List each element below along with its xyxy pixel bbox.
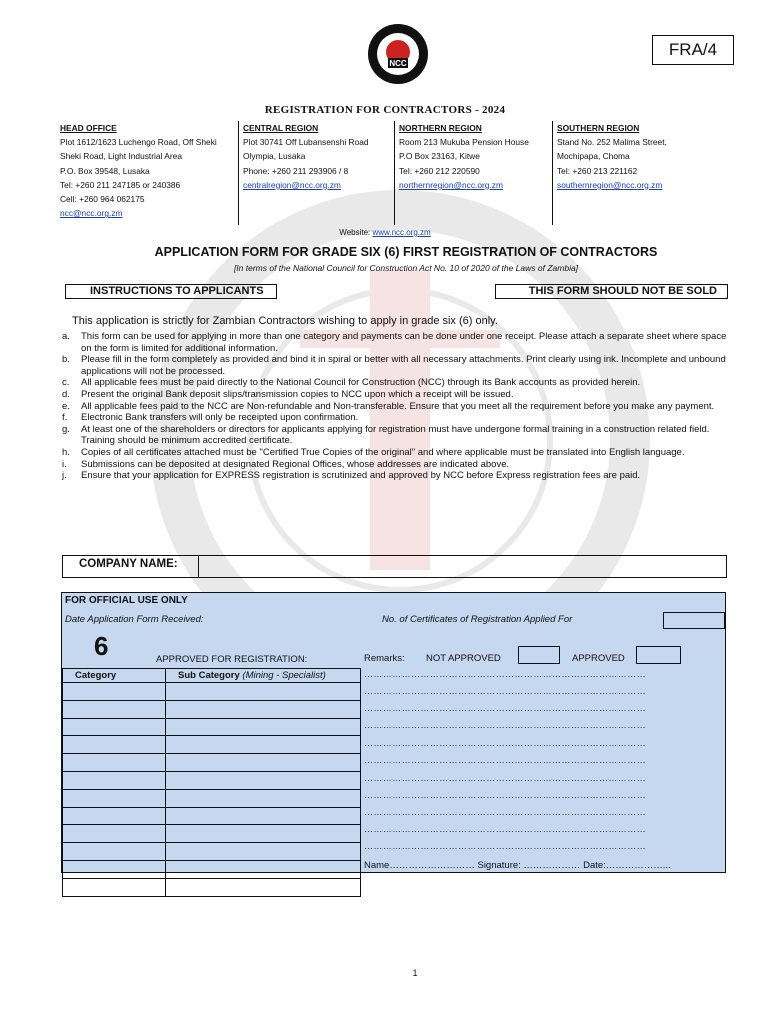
office-line: Tel: +260 213 221162 (557, 165, 638, 176)
certificates-label: No. of Certificates of Registration Applied For (382, 614, 573, 625)
office-line: Stand No. 252 Malima Street, (557, 137, 667, 148)
office-heading: NORTHERN REGION (399, 123, 482, 133)
head-office (58, 121, 238, 225)
item-text: Please fill in the form completely as provided and bind it in spiral or better with all necessary attachments. Print clearly using ink. Incomplete and unbound applications will not be processed. (81, 354, 726, 377)
item-text: Present the original Bank deposit slips/transmission copies to NCC upon which a receipt will be issued. (81, 388, 514, 400)
website-line (0, 228, 770, 237)
list-item (62, 389, 732, 401)
list-item (62, 401, 732, 413)
not-approved-label: NOT APPROVED (426, 653, 501, 664)
subcategory-cell[interactable] (166, 807, 361, 825)
item-letter: d. (62, 388, 70, 400)
list-item (62, 331, 732, 354)
svg-text:NCC: NCC (389, 59, 407, 68)
table-row (63, 683, 361, 701)
company-name-row (62, 555, 727, 578)
subcategory-cell[interactable] (166, 825, 361, 843)
category-cell[interactable] (63, 807, 166, 825)
subcategory-cell[interactable] (166, 736, 361, 754)
subcategory-cell[interactable] (166, 700, 361, 718)
list-item (62, 412, 732, 424)
table-row (63, 825, 361, 843)
registration-title: REGISTRATION FOR CONTRACTORS - 2024 (264, 104, 506, 116)
instructions-heading: INSTRUCTIONS TO APPLICANTS (65, 284, 277, 299)
office-line: Room 213 Mukuba Pension House (399, 137, 529, 148)
northern-region-office (394, 121, 552, 225)
remarks-line[interactable]: ……………………………………………………………………………… (364, 824, 646, 834)
office-line: Olympia, Lusaka (243, 151, 306, 162)
category-cell[interactable] (63, 825, 166, 843)
subcategory-cell[interactable] (166, 860, 361, 878)
item-letter: i. (62, 458, 67, 470)
category-cell[interactable] (63, 718, 166, 736)
table-header-row (63, 669, 361, 683)
office-line: Tel: +260 211 247185 or 240386 (60, 179, 181, 190)
subcategory-header-text: Sub Category (178, 670, 243, 681)
category-cell[interactable] (63, 683, 166, 701)
list-item (62, 377, 732, 389)
table-row (63, 700, 361, 718)
item-letter: b. (62, 354, 70, 366)
table-row (63, 843, 361, 861)
table-row (63, 878, 361, 896)
item-text: All applicable fees must be paid directly to the National Council for Construction (NCC) through its Bank accounts as provided herein. (81, 377, 641, 389)
category-cell[interactable] (63, 878, 166, 896)
table-row (63, 807, 361, 825)
table-row (63, 736, 361, 754)
office-heading: SOUTHERN REGION (557, 123, 640, 133)
category-cell[interactable] (63, 843, 166, 861)
item-text: Submissions can be deposited at designated Regional Offices, whose addresses are indicated above. (81, 458, 510, 470)
category-cell[interactable] (63, 860, 166, 878)
remarks-line[interactable]: ……………………………………………………………………………… (364, 720, 646, 730)
item-text: Copies of all certificates attached must be "Certified True Copies of the original" and where applicable must be translated into English language. (81, 446, 685, 458)
remarks-line[interactable]: ……………………………………………………………………………… (364, 703, 646, 713)
signature-field[interactable]: Signature: ……………… (474, 860, 581, 871)
remarks-line[interactable]: ……………………………………………………………………………… (364, 790, 646, 800)
subcategory-cell[interactable] (166, 789, 361, 807)
table-row (63, 860, 361, 878)
grade-number: 6 (94, 631, 109, 661)
central-region-office (238, 121, 394, 225)
list-item (62, 470, 732, 482)
item-letter: g. (62, 423, 70, 435)
office-heading: CENTRAL REGION (243, 123, 319, 133)
subcategory-cell[interactable] (166, 718, 361, 736)
item-text: At least one of the shareholders or directors for applicants applying for registration must have undergone formal training in a construction related field. Training should be minimum accredited certificate. (81, 423, 710, 447)
subcategory-header (166, 669, 361, 683)
category-cell[interactable] (63, 700, 166, 718)
item-letter: e. (62, 400, 70, 412)
remarks-line[interactable]: ……………………………………………………………………………… (364, 755, 646, 765)
form-subtitle: [In terms of the National Council for Construction Act No. 10 of 2020 of the Laws of Zambia] (233, 263, 579, 273)
item-text: All applicable fees paid to the NCC are Non-refundable and Non-transferable. Ensure that you meet all the requirement before you make any payment. (81, 400, 715, 412)
item-letter: f. (62, 412, 68, 424)
website-label: Website: (339, 228, 373, 237)
office-email-link[interactable]: ncc@ncc.org.zm (60, 208, 123, 219)
category-cell[interactable] (63, 736, 166, 754)
list-item (62, 354, 732, 377)
category-table (62, 668, 361, 897)
remarks-line[interactable]: ……………………………………………………………………………… (364, 841, 646, 851)
table-row (63, 718, 361, 736)
item-text: Electronic Bank transfers will only be receipted upon confirmation. (81, 412, 359, 424)
southern-region-office (552, 121, 718, 225)
office-line: Tel: +260 212 220590 (399, 165, 480, 176)
offices-section (58, 121, 718, 225)
page-number: 1 (412, 968, 418, 978)
category-header: Category (63, 669, 166, 683)
date-received-label: Date Application Form Received: (65, 614, 204, 625)
office-line: Plot 1612/1623 Luchengo Road, Off Sheki (60, 137, 217, 148)
office-line: Mochipapa, Choma (557, 151, 630, 162)
category-cell[interactable] (63, 771, 166, 789)
list-item (62, 447, 732, 459)
list-item (62, 459, 732, 471)
office-line: Sheki Road, Light Industrial Area (60, 151, 182, 162)
remarks-line[interactable]: ……………………………………………………………………………… (364, 686, 646, 696)
form-title: APPLICATION FORM FOR GRADE SIX (6) FIRST REGISTRATION OF CONTRACTORS (154, 245, 658, 259)
office-line: P.O. Box 39548, Lusaka (60, 165, 150, 176)
approved-label: APPROVED (572, 653, 625, 664)
ncc-logo (366, 22, 430, 86)
name-field[interactable]: Name……………………… (364, 860, 475, 871)
subcategory-cell[interactable] (166, 683, 361, 701)
official-use-section (61, 592, 726, 873)
form-code: FRA/4 (652, 35, 734, 65)
not-sold-notice: THIS FORM SHOULD NOT BE SOLD (495, 284, 728, 299)
office-line: P.O Box 23163, Kitwe (399, 151, 480, 162)
table-row (63, 771, 361, 789)
category-cell[interactable] (63, 754, 166, 772)
subcategory-cell[interactable] (166, 843, 361, 861)
remarks-line[interactable]: ……………………………………………………………………………… (364, 738, 646, 748)
subcategory-hint: (Mining - Specialist) (242, 670, 326, 681)
company-name-field[interactable] (199, 556, 726, 577)
list-item (62, 424, 732, 447)
item-text: Ensure that your application for EXPRESS registration is scrutinized and approved by NCC before Express registration fees are paid. (81, 470, 641, 482)
office-line: Phone: +260 211 293906 / 8 (243, 165, 349, 176)
remarks-line[interactable]: ……………………………………………………………………………… (364, 773, 646, 783)
office-line: Plot 30741 Off Lubansenshi Road (243, 137, 369, 148)
office-email-link[interactable]: southernregion@ncc.org.zm (557, 179, 663, 190)
official-use-heading: FOR OFFICIAL USE ONLY (65, 595, 188, 606)
signature-line (364, 860, 671, 871)
date-field[interactable]: Date:………………... (580, 860, 671, 871)
table-row (63, 754, 361, 772)
approved-checkbox[interactable] (636, 646, 681, 664)
certificates-count-box[interactable] (663, 612, 725, 629)
approved-for-label: APPROVED FOR REGISTRATION: (156, 654, 308, 665)
item-letter: c. (62, 377, 70, 389)
instructions-list (62, 331, 732, 482)
item-letter: h. (62, 446, 70, 458)
remarks-label: Remarks: (364, 653, 405, 664)
not-approved-checkbox[interactable] (518, 646, 560, 664)
table-row (63, 789, 361, 807)
office-line: Cell: +260 964 062175 (60, 194, 145, 205)
intro-text: This application is strictly for Zambian Contractors wishing to apply in grade six (6) only. (72, 315, 498, 327)
subcategory-cell[interactable] (166, 754, 361, 772)
remarks-line[interactable]: ……………………………………………………………………………… (364, 807, 646, 817)
office-heading: HEAD OFFICE (60, 123, 117, 133)
subcategory-cell[interactable] (166, 771, 361, 789)
category-cell[interactable] (63, 789, 166, 807)
remarks-line[interactable]: ……………………………………………………………………………… (364, 669, 646, 679)
office-email-link[interactable]: northernregion@ncc.org.zm (399, 179, 503, 190)
item-letter: j. (62, 470, 67, 482)
website-link[interactable]: www.ncc.org.zm (372, 228, 431, 237)
item-letter: a. (62, 331, 70, 342)
company-name-label: COMPANY NAME: (63, 556, 199, 577)
item-text: This form can be used for applying in more than one category and payments can be done under one receipt. Please attach a separate sheet where space on the form is limited for additional information. (81, 331, 727, 354)
subcategory-cell[interactable] (166, 878, 361, 896)
office-email-link[interactable]: centralregion@ncc.org.zm (243, 179, 341, 190)
